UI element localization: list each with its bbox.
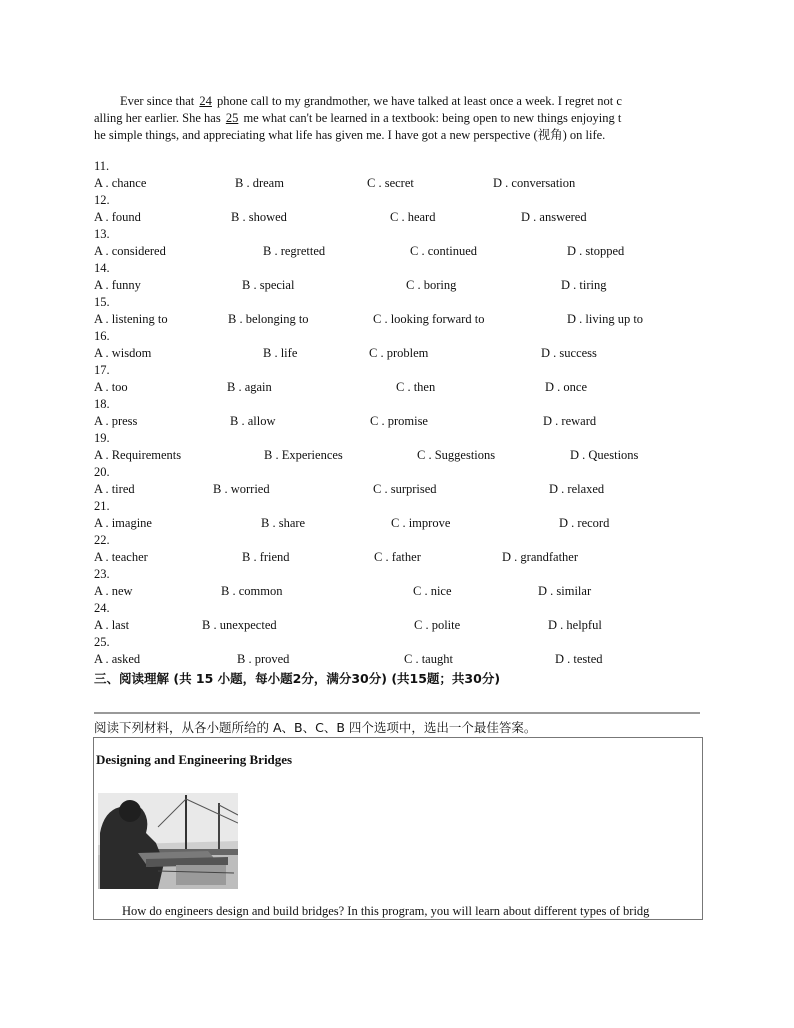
- option-c: C . taught: [404, 652, 453, 666]
- option-b: B . allow: [230, 414, 276, 428]
- option-c: C . surprised: [373, 482, 437, 496]
- option-b: B . belonging to: [228, 312, 309, 326]
- divider: [94, 712, 700, 714]
- section-instruction: 阅读下列材料，从各小题所给的 A、B、C、B 四个选项中，选出一个最佳答案。: [94, 720, 537, 735]
- blank-25: 25: [225, 111, 239, 125]
- option-b: B . unexpected: [202, 618, 277, 632]
- option-a: A . Requirements: [94, 448, 182, 462]
- option-c: C . improve: [391, 516, 451, 530]
- option-a: A . tired: [94, 482, 135, 496]
- option-b: B . share: [261, 516, 306, 530]
- option-d: D . conversation: [493, 176, 576, 190]
- option-d: D . success: [541, 346, 597, 360]
- option-d: D . living up to: [567, 312, 644, 326]
- option-b: B . friend: [242, 550, 290, 564]
- question-number: 19.: [94, 431, 110, 445]
- option-a: A . wisdom: [94, 346, 152, 360]
- option-d: D . tested: [555, 652, 603, 666]
- passage-text: me what can't be learned in a textbook: being open to new things enjoying t: [240, 111, 622, 125]
- option-d: D . Questions: [570, 448, 639, 462]
- cloze-passage: [94, 93, 700, 144]
- option-d: D . reward: [543, 414, 597, 428]
- passage-text: Ever since that: [120, 94, 198, 108]
- option-d: D . stopped: [567, 244, 625, 258]
- question-number: 21.: [94, 499, 110, 513]
- question-number: 22.: [94, 533, 110, 547]
- option-b: B . regretted: [263, 244, 326, 258]
- bridge-photo: [98, 793, 238, 889]
- option-d: D . once: [545, 380, 587, 394]
- option-c: C . promise: [370, 414, 428, 428]
- question-number: 23.: [94, 567, 110, 581]
- option-d: D . record: [559, 516, 610, 530]
- option-c: C . secret: [367, 176, 414, 190]
- reading-text: How do engineers design and build bridges? In this program, you will learn about different types of bridg: [122, 904, 650, 918]
- option-c: C . then: [396, 380, 436, 394]
- option-b: B . showed: [231, 210, 287, 224]
- question-number: 16.: [94, 329, 110, 343]
- option-c: C . nice: [413, 584, 452, 598]
- passage-text: alling her earlier. She has: [94, 111, 224, 125]
- option-c: C . polite: [414, 618, 461, 632]
- question-number: 13.: [94, 227, 110, 241]
- option-d: D . answered: [521, 210, 587, 224]
- option-c: C . father: [374, 550, 421, 564]
- option-a: A . press: [94, 414, 138, 428]
- question-number: 11.: [94, 159, 110, 173]
- blank-24: 24: [199, 94, 212, 108]
- option-a: A . last: [94, 618, 130, 632]
- question-number: 20.: [94, 465, 110, 479]
- question-number: 24.: [94, 601, 110, 615]
- section-heading: 三、阅读理解 (共 15 小题，每小题2分，满分30分) (共15题；共30分): [94, 671, 501, 686]
- option-d: D . grandfather: [502, 550, 579, 564]
- option-b: B . dream: [235, 176, 284, 190]
- option-d: D . tiring: [561, 278, 607, 292]
- option-b: B . special: [242, 278, 295, 292]
- option-a: A . teacher: [94, 550, 148, 564]
- option-c: C . continued: [410, 244, 478, 258]
- question-number: 18.: [94, 397, 110, 411]
- option-a: A . too: [94, 380, 128, 394]
- option-a: A . asked: [94, 652, 141, 666]
- option-a: A . new: [94, 584, 133, 598]
- question-number: 17.: [94, 363, 110, 377]
- question-number: 14.: [94, 261, 110, 275]
- passage-line-1: [94, 93, 700, 110]
- option-b: B . proved: [237, 652, 290, 666]
- option-a: A . imagine: [94, 516, 152, 530]
- option-d: D . relaxed: [549, 482, 605, 496]
- option-a: A . found: [94, 210, 141, 224]
- question-number: 25.: [94, 635, 110, 649]
- question-number: 12.: [94, 193, 110, 207]
- passage-text: phone call to my grandmother, we have talked at least once a week. I regret not c: [213, 94, 622, 108]
- option-b: B . worried: [213, 482, 270, 496]
- option-d: D . helpful: [548, 618, 602, 632]
- reading-title: Designing and Engineering Bridges: [96, 752, 293, 767]
- option-c: C . looking forward to: [373, 312, 485, 326]
- option-c: C . boring: [406, 278, 457, 292]
- option-b: B . life: [263, 346, 298, 360]
- option-a: A . funny: [94, 278, 141, 292]
- option-a: A . listening to: [94, 312, 168, 326]
- question-number: 15.: [94, 295, 110, 309]
- option-b: B . again: [227, 380, 272, 394]
- option-c: C . heard: [390, 210, 436, 224]
- option-b: B . common: [221, 584, 283, 598]
- option-c: C . problem: [369, 346, 429, 360]
- option-a: A . considered: [94, 244, 166, 258]
- option-a: A . chance: [94, 176, 147, 190]
- reading-passage-box: [93, 737, 703, 920]
- passage-line-3: he simple things, and appreciating what life has given me. I have got a new perspective (视角) on life.: [94, 128, 606, 142]
- option-d: D . similar: [538, 584, 592, 598]
- option-b: B . Experiences: [264, 448, 343, 462]
- option-c: C . Suggestions: [417, 448, 496, 462]
- passage-line-2: [94, 110, 700, 127]
